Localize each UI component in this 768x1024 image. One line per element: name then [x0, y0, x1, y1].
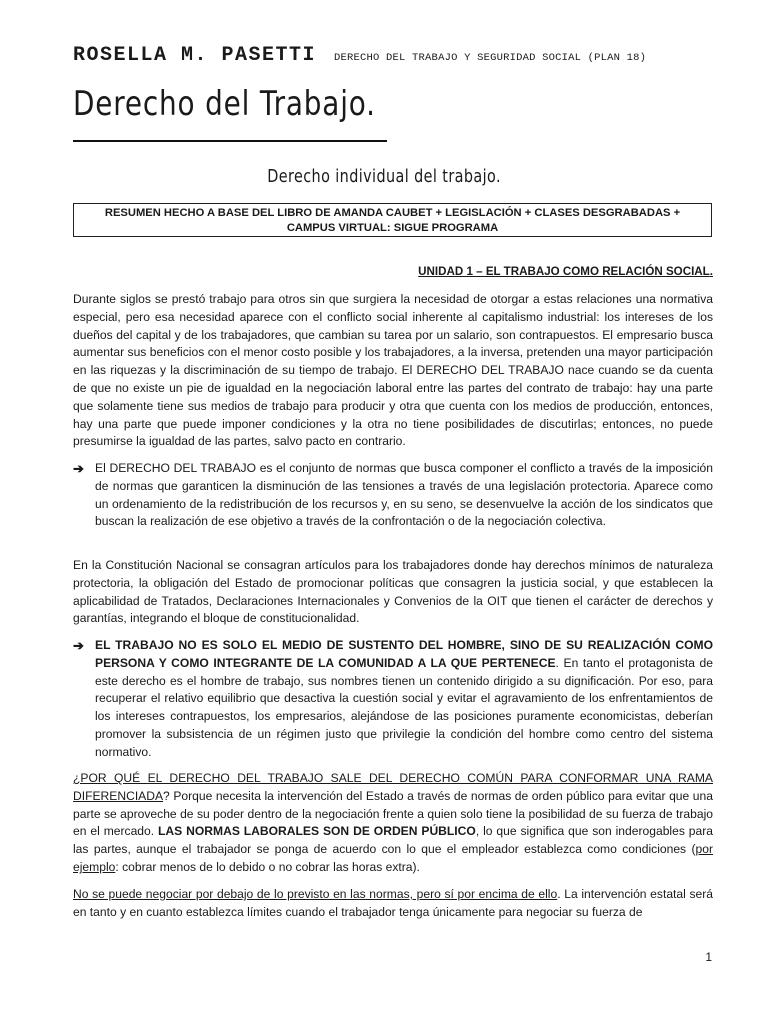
- author-name: ROSELLA M. PASETTI: [73, 44, 317, 67]
- right-arrow-icon: ➔: [73, 461, 84, 476]
- bullet-bold-statement: EL TRABAJO NO ES SOLO EL MEDIO DE SUSTENTO DEL HOMBRE, SINO DE SU REALIZACIÓN COMO PERSONA Y COMO INTEGRANTE DE LA COMUNIDAD A LA QUE PERTENECE: [95, 638, 713, 670]
- paragraph-text: . La intervención estatal será en tanto y en cuanto establezca límites cuando el trabajador tenga únicamente para negociar su fuerza de: [73, 887, 713, 919]
- paragraph-text: : cobrar menos de lo debido o no cobrar las horas extra).: [115, 859, 420, 874]
- paragraph-text: , lo que significa que son inderogables para las partes, aunque el trabajador se ponga de acuerdo con lo que el empleador establezca como condiciones (: [73, 824, 713, 857]
- bullet-definition-text: El DERECHO DEL TRABAJO es el conjunto de normas que busca componer el conflicto a través de la imposición de normas que garanticen la disminución de las tensiones a través de una legislación protectoria. Aparece como un ordenamiento de la redistribución de los recursos y, en su seno, se desenvuelve la acción de los sindicatos que buscan la realización de ese objetivo a través de la confrontación o de la negociación colectiva.: [95, 461, 713, 529]
- subtitle-text: Derecho individual del trabajo.: [267, 166, 501, 187]
- paragraph-why-separate-branch: [73, 770, 713, 877]
- right-arrow-icon: ➔: [73, 638, 84, 653]
- paragraph-text: ? Porque necesita la intervención del Estado a través de normas de orden público para evitar que una parte se aproveche de su poder dentro de la negociación frente a quien solo tiene la posibilidad de su fuerza de trabajo en el mercado.: [73, 788, 713, 839]
- underlined-statement: No se puede negociar por debajo de lo previsto en las normas, pero sí por encima de ello: [73, 887, 558, 901]
- paragraph-constitution: En la Constitución Nacional se consagran artículos para los trabajadores donde hay derechos mínimos de naturaleza protectoria, la obligación del Estado de promocionar políticas que consagren la justicia social, y que establecen la aplicabilidad de Tratados, Declaraciones Internacionales y Convenios de la OIT que tienen el carácter de derechos y garantías, integrando el bloque de constitucionalidad.: [73, 558, 713, 626]
- example-label: por ejemplo: [73, 842, 713, 874]
- bullet-work-realization: [73, 637, 713, 762]
- paragraph-intro: Durante siglos se prestó trabajo para otros sin que surgiera la necesidad de otorgar a estas relaciones una normativa especial, pero esa necesidad aparece con el conflicto social inherente al capitalismo industrial: los intereses de los dueños del capital y de los trabajadores, que cambian su tarea por un salario, son contrapuestos. El empresario busca aumentar sus beneficios con el menor costo posible y los trabajadores, a la inversa, pretenden una mayor participación en las riquezas y la discriminación de su tiempo de trabajo. El DERECHO DEL TRABAJO nace cuando se da cuenta de que no existe un pie de igualdad en la negociación laboral entre las partes del contrato de trabajo: hay una parte que solamente tiene sus medios de trabajo para producir y otra que cuenta con los medios de producción, entonces, hay una parte que puede imponer condiciones y la otra no tiene posibilidades de discutirlas; entonces, no puede presumirse la igualdad de las partes, salvo pacto en contrario.: [73, 292, 713, 449]
- course-name: DERECHO DEL TRABAJO Y SEGURIDAD SOCIAL (PLAN 18): [334, 52, 647, 64]
- bullet-definition: [73, 460, 713, 531]
- unit-heading-period: .: [709, 265, 713, 278]
- page-number: 1: [705, 950, 712, 964]
- unit-heading-text: UNIDAD 1 – EL TRABAJO COMO RELACIÓN SOCIAL: [418, 265, 710, 278]
- document-title: Derecho del Trabajo.: [73, 84, 376, 124]
- bullet-work-realization-text: [95, 637, 713, 762]
- page-header: [73, 44, 713, 67]
- summary-line-1: RESUMEN HECHO A BASE DEL LIBRO DE AMANDA CAUBET + LEGISLACIÓN + CLASES DESGRABADAS +: [104, 207, 681, 219]
- question-heading: ¿POR QUÉ EL DERECHO DEL TRABAJO SALE DEL DERECHO COMÚN PARA CONFORMAR UNA RAMA DIFERENCIADA: [73, 771, 713, 803]
- title-underline: [73, 140, 387, 142]
- bold-statement: LAS NORMAS LABORALES SON DE ORDEN PÚBLICO: [158, 824, 476, 839]
- unit-heading: [418, 265, 713, 278]
- bullet-rest-text: . En tanto el protagonista de este derecho es el hombre de trabajo, sus nombres tienen un contenido dirigido a su dignificación. Por eso, para recuperar el relativo equilibrio que desactiva la cuestión social y evitar el agravamiento de los enfrentamientos de los intereses contrapuestos, los empresarios, alejándose de las posiciones puramente economicistas, deberían promover la subsistencia de un régimen justo que privilegie la condición del hombre como centro del sistema normativo.: [95, 655, 714, 759]
- summary-line-2: CAMPUS VIRTUAL: SIGUE PROGRAMA: [286, 222, 499, 234]
- paragraph-negotiation-limits: [73, 886, 713, 922]
- document-subtitle: [0, 166, 768, 187]
- summary-box: [73, 203, 712, 237]
